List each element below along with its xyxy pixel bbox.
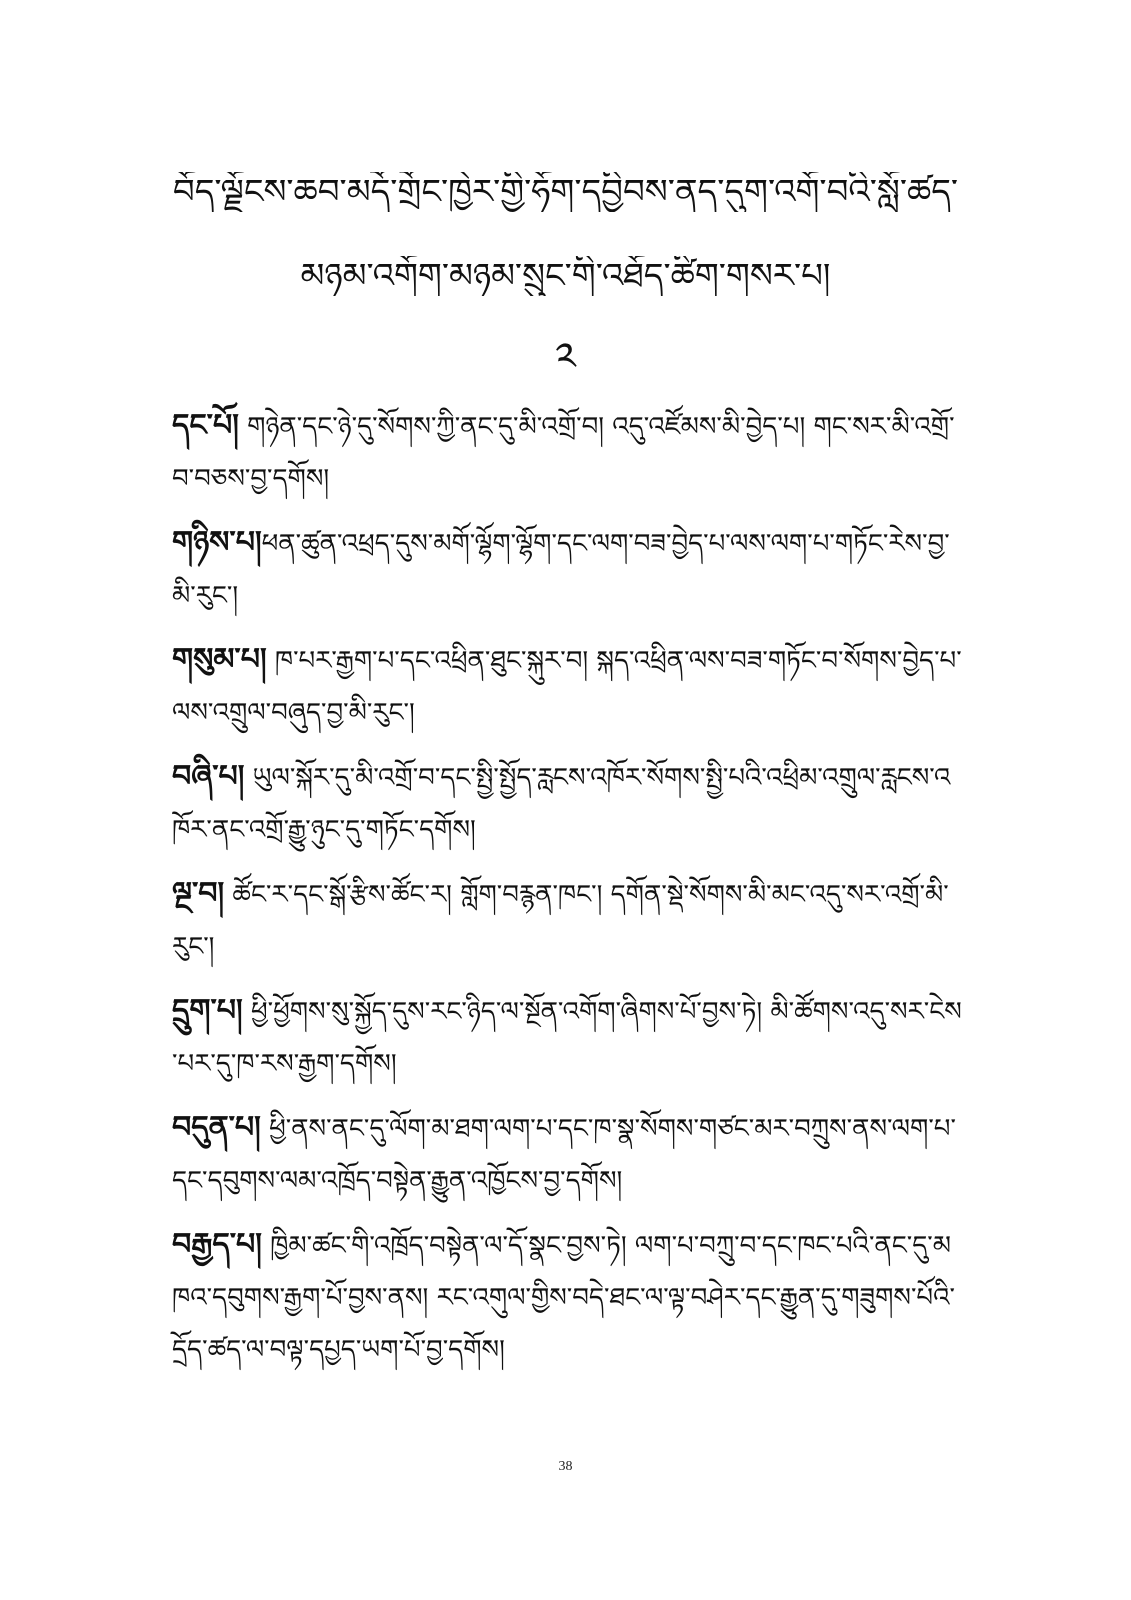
item-text: ཡུལ་སྐོར་དུ་མི་འགྲོ་བ་དང་སྤྱི་སྤྱོད་རླངས་འཁོར་སོགས་སྤྱི་པའི་འཕྲིམ་འགྲུལ་རླངས་འཁོར་ནང་འགྲོ་རྒྱུ་ཉུང་དུ་གཏོང་དགོས། — [172, 763, 951, 845]
guideline-item-8 — [172, 1219, 962, 1376]
item-text: ཕན་ཚུན་འཕྲད་དུས་མགོ་ལྷོག་ལྷོག་དང་ལག་བཟ་བྱེད་པ་ལས་ལག་པ་གཏོང་རེས་བྱ་མི་རུང་། — [172, 529, 950, 611]
item-text: ཕྱི་ཕྱོགས་སུ་སྐྱོད་དུས་རང་ཉིད་ལ་སྔོན་འགོག་ཞིགས་པོ་བྱས་ཏེ། མི་ཚོགས་འདུ་སར་ངེས་པར་དུ་ཁ་རས་རྒྱག་དགོས། — [172, 997, 962, 1079]
item-label: བརྒྱད་པ། — [172, 1227, 262, 1262]
item-label: བཞི་པ། — [172, 759, 245, 794]
item-label: དྲུག་པ། — [172, 993, 243, 1028]
guideline-item-6 — [172, 985, 962, 1090]
item-text: ཕྱི་ནས་ནང་དུ་ལོག་མ་ཐག་ལག་པ་དང་ཁ་སྣ་སོགས་གཙང་མར་བཀྲུས་ནས་ལག་པ་དང་དབུགས་ལམ་འཁྲོད་བསྟེན་རྒྱུན་འཁྱོངས་བྱ་དགོས། — [172, 1114, 956, 1196]
guideline-item-3 — [172, 634, 962, 739]
guideline-item-1 — [172, 400, 962, 505]
item-label: གསུམ་པ། — [172, 642, 267, 677]
section-number: ༢ — [555, 335, 576, 381]
title-line-2: མཉམ་འགོག་མཉམ་སྲུང་གི་འཐོད་ཚིག་གསར་པ། — [300, 256, 831, 296]
item-text: ཚོང་ར་དང་སྒོ་རྩིས་ཚོང་ར། གློག་བརྙན་ཁང་། དགོན་སྡེ་སོགས་མི་མང་འདུ་སར་འགྲོ་མི་རུང་། — [172, 880, 949, 962]
item-label: བདུན་པ། — [172, 1110, 261, 1145]
item-text: ཁ་པར་རྒྱག་པ་དང་འཕྲིན་ཐུང་སྐུར་བ། སྐད་འཕྲིན་ལས་བཟ་གཏོང་བ་སོགས་བྱེད་པ་ལས་འགྲུལ་བཞུད་བྱ་མི་རུང་། — [172, 646, 962, 728]
page-number: 38 — [558, 1459, 573, 1474]
item-text: ཁྱིམ་ཚང་གི་འཁྲོད་བསྟེན་ལ་དོ་སྣང་བྱས་ཏེ། ལག་པ་བཀྲུ་བ་དང་ཁང་པའི་ནང་དུ་མཁའ་དབུགས་རྒྱག་པོ་བྱས་ནས། རང་འགུལ་གྱིས་བདེ་ཐང་ལ་ལྟ་བཤེར་དང་རྒྱུན་དུ་གཟུགས་པོའི་དྲོད་ཚད་ལ་བལྟ་དཔྱད་ཡག་པོ་བྱ་དགོས། — [172, 1231, 955, 1365]
guideline-list — [172, 400, 962, 1376]
item-text: གཉེན་དང་ཉེ་དུ་སོགས་ཀྱི་ནང་དུ་མི་འགྲོ་བ། འདུ་འཛོམས་མི་བྱེད་པ། གང་སར་མི་འགྲོ་བ་བཅས་བྱ་དགོས། — [172, 412, 955, 494]
title-line-1: བོད་ལྗོངས་ཆབ་མདོ་གྲོང་ཁྱེར་གྱི་ཧོག་དབྱིབས་ནད་དུག་འགོ་བའི་སློ་ཚད་ — [172, 172, 959, 212]
guideline-item-2 — [172, 517, 962, 622]
item-label: ལྔ་བ། — [172, 876, 225, 911]
item-label: དང་པོ། — [172, 408, 239, 443]
guideline-item-5 — [172, 868, 962, 973]
guideline-item-7 — [172, 1102, 962, 1207]
item-label: གཉིས་པ། — [172, 525, 262, 560]
guideline-item-4 — [172, 751, 962, 856]
